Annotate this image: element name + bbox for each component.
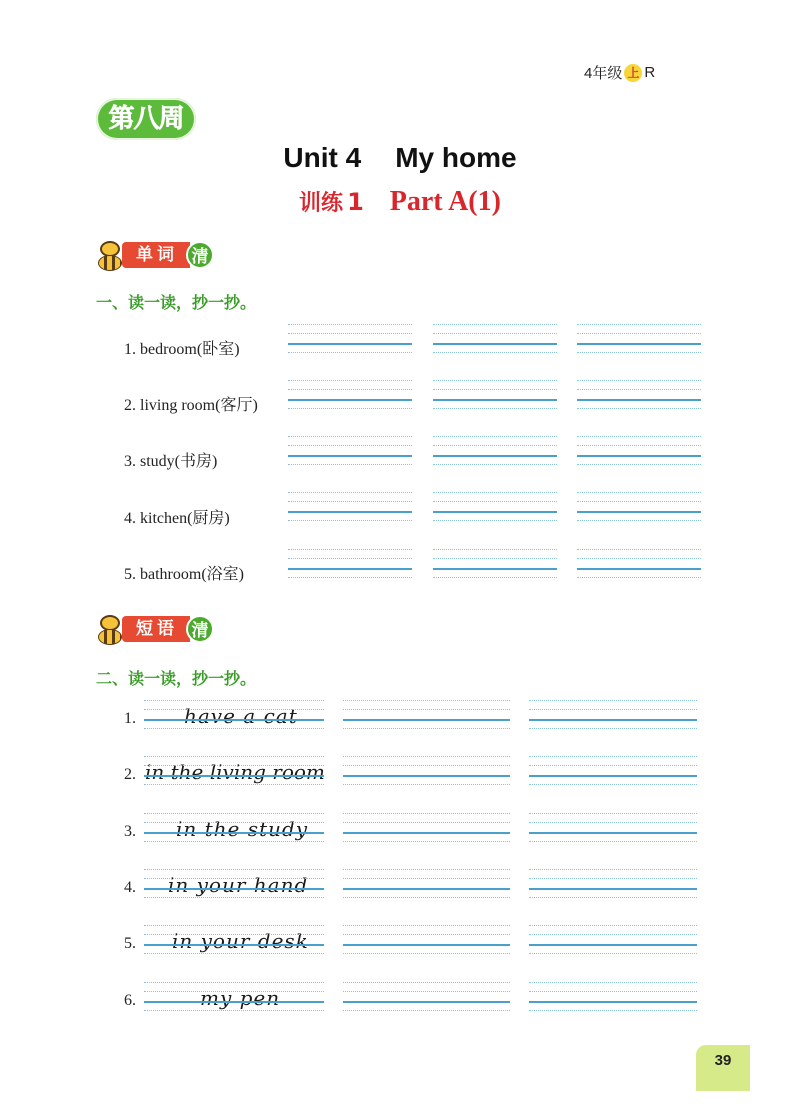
writing-lines[interactable] bbox=[529, 869, 697, 899]
vocab-item-3: 3. study(书房) bbox=[124, 453, 218, 470]
week-badge: 第八周 bbox=[96, 98, 196, 140]
grade-prefix: 4年级 bbox=[584, 65, 623, 82]
writing-lines[interactable] bbox=[144, 813, 324, 843]
writing-lines[interactable] bbox=[577, 324, 701, 354]
unit-number: Unit 4 bbox=[283, 142, 362, 173]
phrases-badge bbox=[96, 612, 214, 646]
writing-lines[interactable] bbox=[433, 492, 557, 522]
phrase-text-3: in the study bbox=[176, 817, 309, 841]
writing-lines[interactable] bbox=[144, 982, 324, 1012]
grade-label bbox=[584, 62, 655, 83]
writing-lines[interactable] bbox=[433, 380, 557, 410]
writing-lines[interactable] bbox=[577, 492, 701, 522]
writing-lines[interactable] bbox=[144, 925, 324, 955]
vocab-item-2: 2. living room(客厅) bbox=[124, 397, 258, 414]
phrase-text-2: in the living room bbox=[145, 760, 325, 784]
writing-lines[interactable] bbox=[288, 380, 412, 410]
phrase-text-1: have a cat bbox=[184, 704, 298, 728]
phrase-num-2: 2. bbox=[124, 766, 136, 783]
phrase-num-5: 5. bbox=[124, 935, 136, 952]
writing-lines[interactable] bbox=[529, 982, 697, 1012]
writing-lines[interactable] bbox=[144, 756, 324, 786]
lesson-part: Part A(1) bbox=[389, 186, 501, 217]
writing-lines[interactable] bbox=[577, 380, 701, 410]
phrase-text-5: in your desk bbox=[172, 929, 309, 953]
writing-lines[interactable] bbox=[288, 492, 412, 522]
writing-lines[interactable] bbox=[529, 756, 697, 786]
section2-instruction: 二、读一读，抄一抄。 bbox=[96, 669, 257, 688]
writing-lines[interactable] bbox=[343, 813, 510, 843]
phrase-text-4: in your hand bbox=[168, 873, 309, 897]
bee-icon bbox=[96, 239, 124, 271]
words-badge-round: 清 bbox=[186, 241, 214, 269]
writing-lines[interactable] bbox=[343, 925, 510, 955]
phrase-text-6: my pen bbox=[200, 986, 281, 1010]
writing-lines[interactable] bbox=[577, 436, 701, 466]
words-badge-label: 单词 bbox=[122, 242, 190, 268]
lesson-title bbox=[0, 186, 800, 218]
phrase-num-6: 6. bbox=[124, 992, 136, 1009]
phrase-num-1: 1. bbox=[124, 710, 136, 727]
writing-lines[interactable] bbox=[288, 549, 412, 579]
lesson-number: 1 bbox=[347, 188, 364, 216]
vocab-item-1: 1. bedroom(卧室) bbox=[124, 341, 240, 358]
writing-lines[interactable] bbox=[433, 436, 557, 466]
writing-lines[interactable] bbox=[288, 436, 412, 466]
words-badge bbox=[96, 238, 214, 272]
writing-lines[interactable] bbox=[529, 813, 697, 843]
writing-lines[interactable] bbox=[577, 549, 701, 579]
phrase-num-4: 4. bbox=[124, 879, 136, 896]
writing-lines[interactable] bbox=[529, 925, 697, 955]
phrase-num-3: 3. bbox=[124, 823, 136, 840]
writing-lines[interactable] bbox=[144, 869, 324, 899]
unit-title bbox=[0, 142, 800, 174]
writing-lines[interactable] bbox=[343, 700, 510, 730]
page-number: 39 bbox=[696, 1045, 750, 1091]
writing-lines[interactable] bbox=[288, 324, 412, 354]
bee-icon bbox=[96, 613, 124, 645]
writing-lines[interactable] bbox=[433, 324, 557, 354]
phrases-badge-round: 清 bbox=[186, 615, 214, 643]
writing-lines[interactable] bbox=[433, 549, 557, 579]
phrases-badge-label: 短语 bbox=[122, 616, 190, 642]
lesson-cn: 训练 bbox=[299, 191, 344, 216]
grade-suffix: R bbox=[644, 64, 656, 81]
writing-lines[interactable] bbox=[529, 700, 697, 730]
writing-lines[interactable] bbox=[144, 700, 324, 730]
vocab-item-5: 5. bathroom(浴室) bbox=[124, 566, 244, 583]
unit-name: My home bbox=[395, 142, 517, 173]
writing-lines[interactable] bbox=[343, 869, 510, 899]
grade-term-badge: 上 bbox=[624, 64, 642, 82]
writing-lines[interactable] bbox=[343, 756, 510, 786]
writing-lines[interactable] bbox=[343, 982, 510, 1012]
vocab-item-4: 4. kitchen(厨房) bbox=[124, 510, 230, 527]
section1-instruction: 一、读一读，抄一抄。 bbox=[96, 293, 257, 312]
